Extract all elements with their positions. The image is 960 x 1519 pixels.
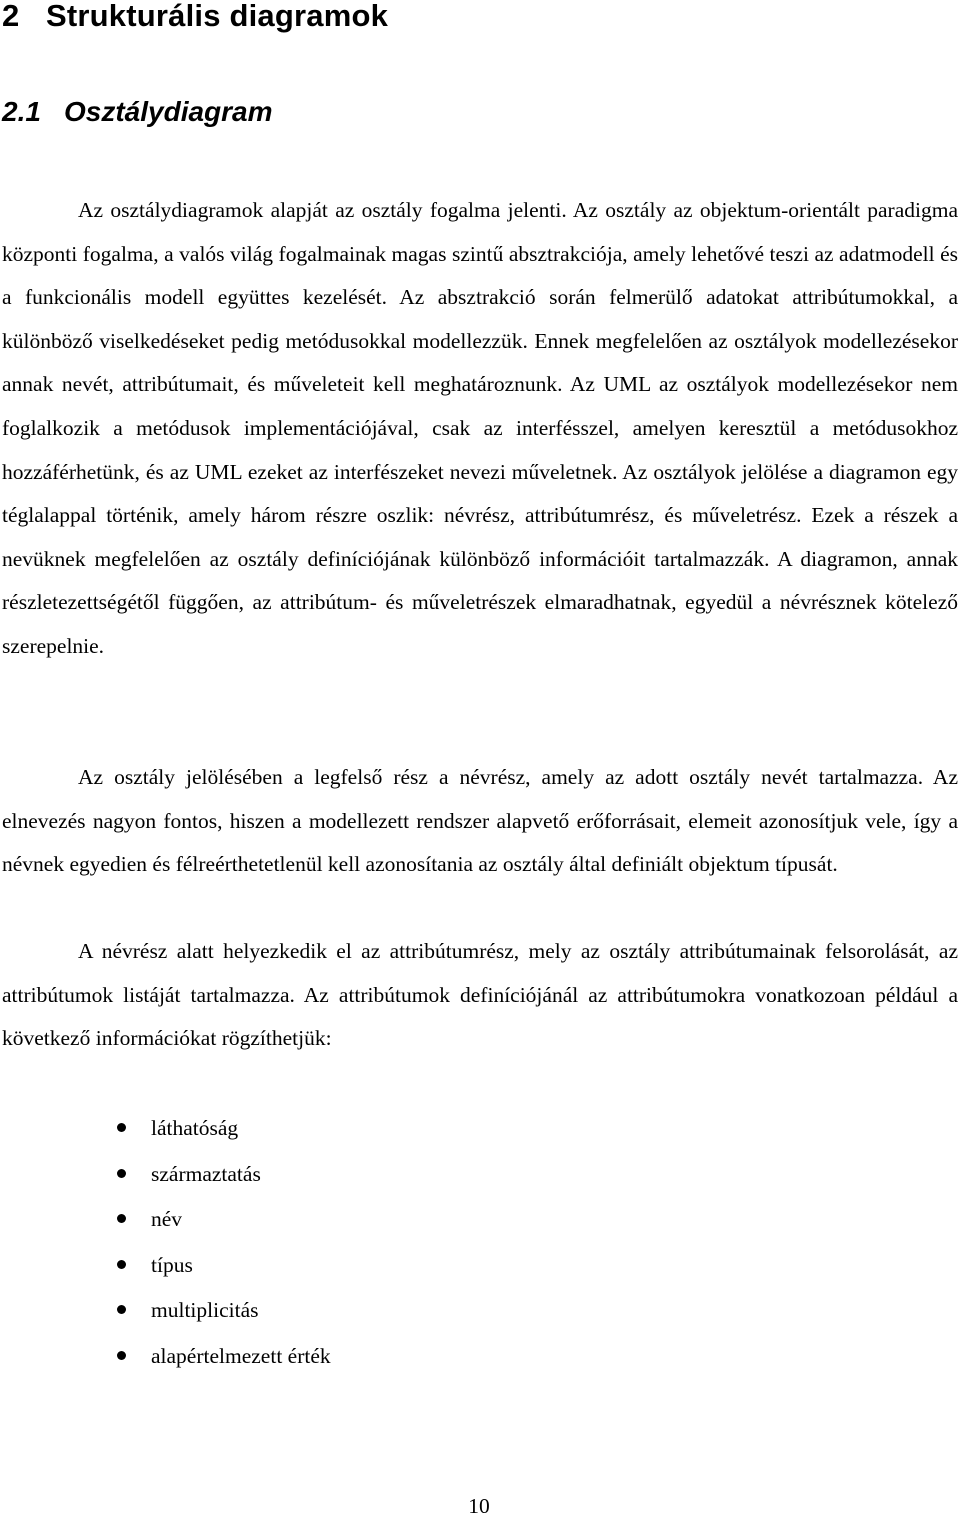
paragraph-text: A névrész alatt helyezkedik el az attribútumrész, mely az osztály attribútumainak felsorolását, az attribútumok listáját tartalmazza. Az attribútumok definíciójánál az attribútumokra vonatkozoan például a következő információkat rögzíthetjük: [2,939,958,1051]
chapter-title: Strukturális diagramok [46,0,389,33]
bullet-icon [117,1260,126,1269]
list-item-label: típus [151,1252,193,1277]
paragraph-class-definition [2,189,958,669]
list-item [0,1288,331,1334]
page-number [0,1493,960,1519]
list-item-label: származtatás [151,1161,261,1186]
list-item-label: láthatóság [151,1116,239,1140]
chapter-number: 2 [2,0,20,33]
list-item-label: alapértelmezett érték [151,1343,331,1368]
bullet-icon [117,1351,126,1360]
paragraph-name-section [2,756,958,887]
bullet-icon [117,1214,126,1223]
list-item [0,1106,331,1152]
bullet-icon [117,1169,126,1178]
section-heading [2,92,273,132]
list-item [0,1243,331,1289]
attribute-info-list [0,1106,331,1380]
list-item [0,1152,331,1198]
list-item-label: multiplicitás [151,1298,259,1323]
paragraph-attribute-section [2,930,958,1061]
section-title: Osztálydiagram [64,96,273,127]
bullet-icon [117,1305,126,1314]
section-number: 2.1 [2,96,41,127]
list-item [0,1197,331,1243]
list-item [0,1334,331,1380]
chapter-heading [2,0,388,38]
list-item-label: név [151,1207,183,1232]
page-number-text: 10 [468,1494,490,1518]
paragraph-text: Az osztálydiagramok alapját az osztály fogalma jelenti. Az osztály az objektum-orientált paradigma központi fogalma, a valós világ fogalmainak magas szintű absztrakciója, amely lehetővé teszi az adatmodell és a funkcionális modell együttes kezelését. Az absztrakció során felmerülő adatokat attribútumokkal, a különböző viselkedéseket pedig metódusokkal modellezzük. Ennek megfelelően az osztályok modellezésekor annak nevét, attribútumait, és műveleteit kell meghatároznunk. Az UML az osztályok modellezésekor nem foglalkozik a metódusok implementációjával, csak az interfésszel, amelyen keresztül a metódusokhoz hozzáférhetünk, és az UML ezeket az interfészeket nevezi műveletnek. Az osztályok jelölése a diagramon egy téglalappal történik, amely három részre oszlik: névrész, attribútumrész, és műveletrész. Ezek a részek a nevüknek megfelelően az osztály definíciójának különböző információit tartalmazzák. A diagramon, annak részletezettségétől függően, az attribútum- és műveletrészek elmaradhatnak, egyedül a névrésznek kötelező szerepelnie. [2,198,958,658]
paragraph-text: Az osztály jelölésében a legfelső rész a névrész, amely az adott osztály nevét tartalmazza. Az elnevezés nagyon fontos, hiszen a modellezett rendszer alapvető erőforrásait, elemeit azonosítjuk vele, így a névnek egyedien és félreérthetetlenül kell azonosítania az osztály által definiált objektum típusát. [2,765,958,877]
bullet-icon [117,1123,126,1132]
